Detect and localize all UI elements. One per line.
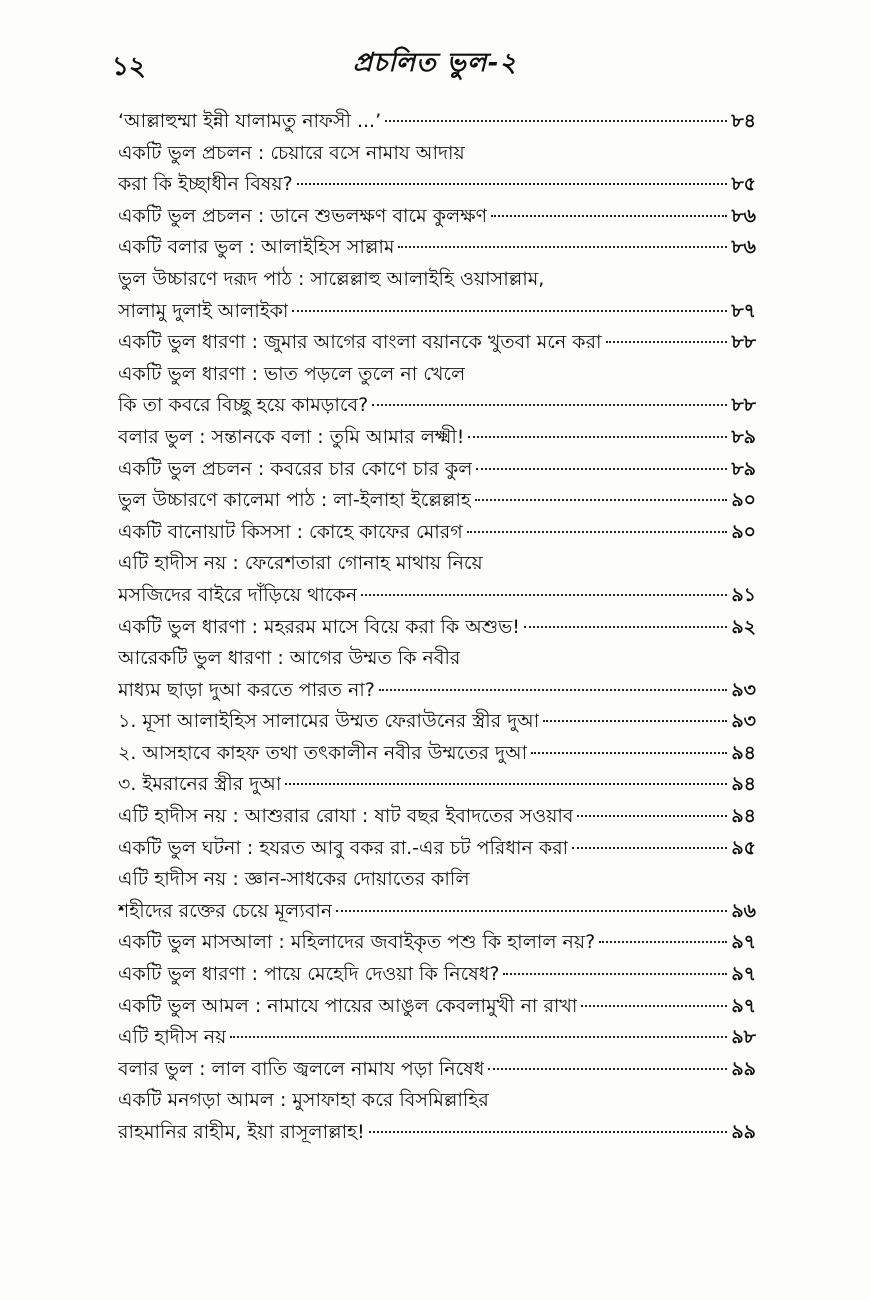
toc-entry-title: ২. আসহাবে কাহফ তথা তৎকালীন নবীর উম্মতের দুআ <box>118 741 528 764</box>
toc-entry <box>118 1022 756 1054</box>
toc-entry-page: ৯৩ <box>731 710 756 733</box>
toc-entry <box>118 643 756 675</box>
toc-leader-dots <box>297 183 728 185</box>
toc-leader-dots <box>369 1131 728 1133</box>
toc-leader-dots <box>336 910 727 912</box>
toc-entry-page: ৮৮ <box>731 394 756 417</box>
toc-leader-dots <box>543 720 727 722</box>
toc-entry-page: ৮৬ <box>731 236 756 259</box>
toc-leader-dots <box>292 310 727 312</box>
toc-entry-page: ৮৮ <box>731 331 756 354</box>
toc-entry-page: ৯৯ <box>731 1057 756 1080</box>
toc-entry <box>118 390 756 422</box>
toc-entry <box>118 612 756 644</box>
toc-entry-title: করা কি ইচ্ছাধীন বিষয়? <box>118 173 293 196</box>
toc-entry-page: ৯৭ <box>731 931 756 954</box>
toc-leader-dots <box>230 1036 727 1038</box>
toc-entry-title: বলার ভুল : লাল বাতি জ্বললে নামায পড়া নিষেধ <box>118 1057 485 1080</box>
toc-entry-title: ৩. ইমরানের স্ত্রীর দুআ <box>118 773 282 796</box>
toc-entry-title: ভুল উচ্চারণে দরূদ পাঠ : সাল্লেল্লাহু আলাইহি ওয়াসাল্লাম, <box>118 267 545 290</box>
toc-entry-page: ৯০ <box>731 489 756 512</box>
toc-entry-title: একটি মনগড়া আমল : মুসাফাহা করে বিসমিল্লাহির <box>118 1089 489 1112</box>
toc-entry-page: ৯৩ <box>731 678 756 701</box>
toc-entry-page: ৯০ <box>731 520 756 543</box>
toc-entry-page: ৮৭ <box>731 299 756 322</box>
toc-entry <box>118 706 756 738</box>
table-of-contents <box>118 106 756 1149</box>
toc-leader-dots <box>285 783 727 785</box>
toc-entry-title: রাহমানির রাহীম, ইয়া রাসূলাল্লাহ! <box>118 1121 365 1143</box>
toc-entry-title: একটি ভুল প্রচলন : কবরের চার কোণে চার কুল <box>118 457 473 480</box>
toc-entry-title: বলার ভুল : সন্তানকে বলা : তুমি আমার লক্ষ্মী! <box>118 425 465 448</box>
toc-leader-dots <box>599 941 727 943</box>
toc-entry-title: একটি ভুল ঘটনা : হযরত আবু বকর রা.-এর চট পরিধান করা <box>118 836 569 859</box>
toc-entry-title: মসজিদের বাইরে দাঁড়িয়ে থাকেন <box>118 583 358 606</box>
toc-entry <box>118 169 756 201</box>
toc-leader-dots <box>385 120 727 122</box>
toc-entry-page: ৯৪ <box>731 805 756 828</box>
toc-entry <box>118 580 756 612</box>
toc-entry-page: ৮৬ <box>731 204 756 227</box>
toc-leader-dots <box>379 689 727 691</box>
toc-entry-title: এটি হাদীস নয় : জ্ঞান-সাধকের দোয়াতের কালি <box>118 868 470 891</box>
toc-leader-dots <box>577 815 727 817</box>
toc-leader-dots <box>475 499 727 501</box>
toc-entry <box>118 959 756 991</box>
toc-leader-dots <box>531 752 727 754</box>
toc-entry <box>118 485 756 517</box>
toc-leader-dots <box>606 341 728 343</box>
toc-entry-title: একটি ভুল ধারণা : মহররম মাসে বিয়ে করা কি অশুভ! <box>118 615 520 638</box>
toc-entry-page: ৮৪ <box>731 110 756 132</box>
toc-entry <box>118 454 756 486</box>
toc-entry <box>118 138 756 170</box>
page-number: ১২ <box>112 52 146 82</box>
toc-entry-page: ৮৫ <box>731 173 756 196</box>
toc-entry-page: ৯১ <box>731 583 756 606</box>
toc-entry-title: একটি ভুল ধারণা : ভাত পড়লে তুলে না খেলে <box>118 362 466 385</box>
toc-entry-page: ৯৬ <box>731 899 756 922</box>
toc-leader-dots <box>398 246 727 248</box>
toc-entry <box>118 1085 756 1117</box>
toc-entry <box>118 927 756 959</box>
toc-leader-dots <box>524 626 727 628</box>
toc-entry-page: ৯৫ <box>731 836 756 859</box>
toc-entry-title: এটি হাদীস নয় <box>118 1026 227 1049</box>
toc-entry-title: একটি ভুল ধারণা : পায়ে মেহেদি দেওয়া কি নিষেধ? <box>118 963 500 986</box>
toc-leader-dots <box>361 594 727 596</box>
toc-entry-page: ৯২ <box>731 615 756 638</box>
toc-leader-dots <box>467 531 728 533</box>
running-title: প্রচলিত ভুল-২ <box>352 48 518 78</box>
toc-entry <box>118 738 756 770</box>
toc-entry-title: একটি বানোয়াট কিসসা : কোহে কাফের মোরগ <box>118 520 463 543</box>
toc-entry <box>118 1054 756 1086</box>
toc-entry-title: একটি বলার ভুল : আলাইহিস সাল্লাম <box>118 236 395 259</box>
toc-entry-page: ৯৭ <box>731 994 756 1017</box>
toc-entry-title: একটি ভুল ধারণা : জুমার আগের বাংলা বয়ানকে খুতবা মনে করা <box>118 331 602 354</box>
toc-entry <box>118 296 756 328</box>
toc-entry-title: এটি হাদীস নয় : আশুরার রোযা : ষাট বছর ইবাদতের সওয়াব <box>118 805 574 828</box>
toc-entry-title: ‘আল্লাহুম্মা ইন্নী যালামতু নাফসী ...’ <box>118 110 382 132</box>
toc-entry-title: শহীদের রক্তের চেয়ে মূল্যবান <box>118 899 333 922</box>
toc-entry <box>118 422 756 454</box>
page-header <box>0 38 870 88</box>
toc-leader-dots <box>491 215 727 217</box>
toc-leader-dots <box>488 1068 727 1070</box>
toc-leader-dots <box>572 847 727 849</box>
toc-entry-title: ভুল উচ্চারণে কালেমা পাঠ : লা-ইলাহা ইল্লেল্লাহ <box>118 489 471 512</box>
toc-entry <box>118 264 756 296</box>
toc-entry <box>118 232 756 264</box>
toc-entry-page: ৮৯ <box>731 457 756 480</box>
toc-entry <box>118 769 756 801</box>
toc-entry-title: একটি ভুল আমল : নামাযে পায়ের আঙুল কেবলামুখী না রাখা <box>118 994 578 1017</box>
toc-entry-title: কি তা কবরে বিচ্ছু হয়ে কামড়াবে? <box>118 394 369 417</box>
toc-entry-title: সালামু দুলাই আলাইকা <box>118 299 289 322</box>
toc-entry-title: একটি ভুল মাসআলা : মহিলাদের জবাইকৃত পশু কি হালাল নয়? <box>118 931 596 954</box>
toc-entry <box>118 801 756 833</box>
toc-entry <box>118 359 756 391</box>
toc-leader-dots <box>581 1005 727 1007</box>
toc-entry <box>118 517 756 549</box>
toc-entry-page: ৯৭ <box>731 963 756 986</box>
toc-entry <box>118 327 756 359</box>
toc-leader-dots <box>372 404 727 406</box>
toc-entry <box>118 896 756 928</box>
toc-entry <box>118 106 756 138</box>
toc-entry <box>118 201 756 233</box>
toc-entry-title: ১. মূসা আলাইহিস সালামের উম্মত ফেরাউনের স্ত্রীর দুআ <box>118 710 540 733</box>
toc-entry <box>118 991 756 1023</box>
toc-entry-title: এটি হাদীস নয় : ফেরেশতারা গোনাহ মাথায় নিয়ে <box>118 552 483 575</box>
toc-entry-title: মাধ্যম ছাড়া দুআ করতে পারত না? <box>118 678 375 701</box>
toc-entry-page: ৯৪ <box>731 773 756 796</box>
toc-entry-page: ৮৯ <box>731 425 756 448</box>
toc-entry <box>118 548 756 580</box>
toc-entry <box>118 864 756 896</box>
toc-leader-dots <box>476 468 727 470</box>
toc-entry-page: ৯৮ <box>731 1026 756 1049</box>
toc-leader-dots <box>468 436 727 438</box>
toc-entry-title: একটি ভুল প্রচলন : ডানে শুভলক্ষণ বামে কুলক্ষণ <box>118 204 488 227</box>
toc-leader-dots <box>503 973 727 975</box>
toc-entry-page: ৯৯ <box>731 1121 756 1143</box>
toc-entry <box>118 675 756 707</box>
toc-entry <box>118 1117 756 1149</box>
toc-entry-page: ৯৪ <box>731 741 756 764</box>
toc-entry-title: আরেকটি ভুল ধারণা : আগের উম্মত কি নবীর <box>118 647 461 670</box>
toc-entry <box>118 833 756 865</box>
toc-entry-title: একটি ভুল প্রচলন : চেয়ারে বসে নামায আদায় <box>118 141 465 164</box>
